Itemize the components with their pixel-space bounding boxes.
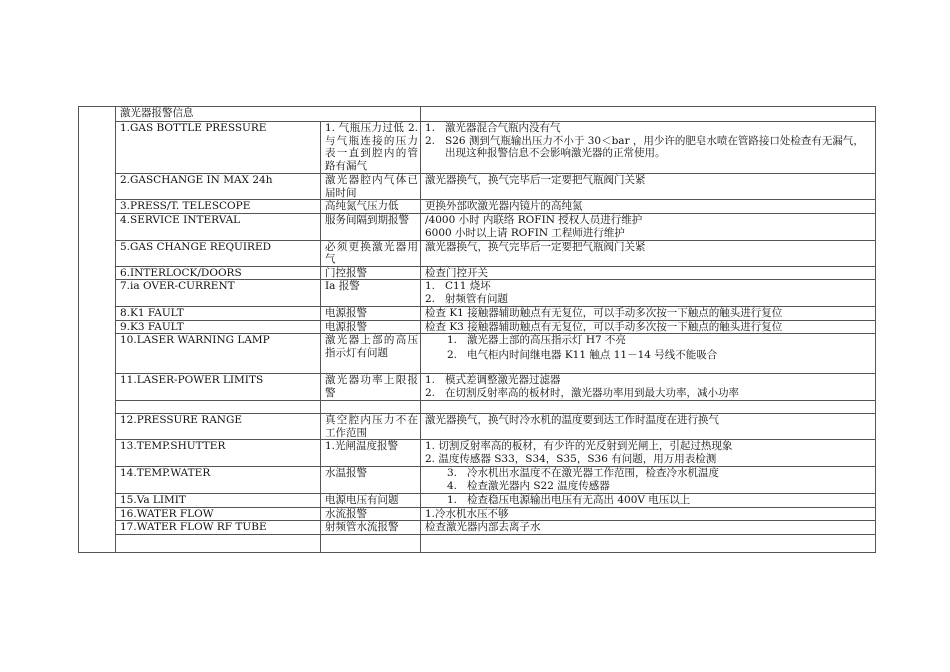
alarm-code: 8.K1 FAULT: [116, 307, 321, 321]
table-row: [79, 174, 876, 200]
list-item: 4. 检查激光器内 S22 温度传感器: [447, 479, 610, 492]
alarm-action: [421, 280, 876, 307]
alarm-action: [421, 467, 876, 494]
table-row: [79, 240, 876, 266]
alarm-action: 1.冷水机水压不够: [421, 507, 876, 521]
table-row: [79, 122, 876, 174]
alarm-code: 7.ia OVER-CURRENT: [116, 280, 321, 307]
alarm-code: 12.PRESSURE RANGE: [116, 414, 321, 440]
alarm-meaning: 射频管水流报警: [321, 521, 421, 535]
alarm-code: 2.GASCHANGE IN MAX 24h: [116, 174, 321, 200]
list-item: 1. C11 烧坏: [425, 280, 491, 292]
alarm-meaning: 水温报警: [321, 467, 421, 494]
alarm-meaning: 激光器腔内气体已届时间: [321, 174, 421, 200]
alarm-action: 检查 K1 接触器辅助触点有无复位，可以手动多次按一下触点的触头进行复位: [421, 307, 876, 321]
alarm-action: 更换外部吹激光器内镜片的高纯氮: [421, 200, 876, 214]
alarm-code: 1.GAS BOTTLE PRESSURE: [116, 122, 321, 174]
alarm-action: [421, 440, 876, 467]
table-row: [79, 266, 876, 280]
list-item: 6000 小时以上请 ROFIN 工程师进行维护: [425, 227, 625, 239]
alarm-code: 9.K3 FAULT: [116, 320, 321, 334]
alarm-action: [421, 334, 876, 374]
list-item: 1. 检查稳压电源输出电压有无高出 400V 电压以上: [447, 494, 691, 506]
alarm-code: 14.TEMP.WATER: [116, 467, 321, 494]
table-row: [79, 467, 876, 494]
alarm-meaning: 电源报警: [321, 320, 421, 334]
alarm-meaning: 电源电压有问题: [321, 494, 421, 508]
alarm-code: 15.Va LIMIT: [116, 494, 321, 508]
table-row: [79, 307, 876, 321]
alarm-meaning: 激光器功率上限报警: [321, 374, 421, 401]
list-item: 2. 温度传感器 S33，S34，S35，S36 有问题，用万用表检测: [425, 452, 717, 465]
alarm-meaning: 真空腔内压力不在工作范围: [321, 414, 421, 440]
alarm-code: 6.INTERLOCK/DOORS: [116, 266, 321, 280]
list-item: 1. 激光器上部的高压指示灯 H7 不亮: [447, 334, 627, 346]
spacer-row: [79, 534, 876, 552]
table-row: [79, 521, 876, 535]
alarm-action: 检查门控开关: [421, 266, 876, 280]
table-row: [79, 334, 876, 374]
list-item: 2. S26 测到气瓶输出压力不小于 30＜bar ，用少许的肥皂水喷在管路接口处检查有无漏气，出现这种报警信息不会影响激光器的正常使用。: [425, 134, 864, 159]
alarm-code: 4.SERVICE INTERVAL: [116, 213, 321, 240]
alarm-table: [78, 106, 876, 553]
alarm-code: 13.TEMP.SHUTTER: [116, 440, 321, 467]
list-item: 3. 冷水机出水温度不在激光器工作范围，检查冷水机温度: [447, 467, 719, 479]
alarm-meaning: 电源报警: [321, 307, 421, 321]
alarm-code: 10.LASER WARNING LAMP: [116, 334, 321, 374]
alarm-action: [421, 213, 876, 240]
spacer-row: [79, 401, 876, 414]
table-row: [79, 494, 876, 508]
list-item: /4000 小时 内联络 ROFIN 授权人员进行维护: [425, 213, 643, 226]
table-row: [79, 507, 876, 521]
alarm-meaning: Ia 报警: [321, 280, 421, 307]
alarm-action: [421, 122, 876, 174]
list-item: 2. 电气柜内时间继电器 K11 触点 11－14 号线不能吸合: [447, 348, 718, 361]
list-item: 1. 模式差调整激光器过滤器: [425, 374, 561, 386]
alarm-action: 检查激光器内部去离子水: [421, 521, 876, 535]
table-row: [79, 440, 876, 467]
table-title: 激光器报警信息: [116, 107, 421, 122]
table-row: [79, 320, 876, 334]
alarm-action: 激光器换气，换气完毕后一定要把气瓶阀门关紧: [421, 240, 876, 266]
header-row: [79, 107, 876, 122]
list-item: 1. 切割反射率高的板材，有少许的光反射到光闸上，引起过热现象: [425, 440, 733, 452]
alarm-action: 激光器换气，换气完毕后一定要把气瓶阀门关紧: [421, 174, 876, 200]
list-item: 2. 在切割反射率高的板材时，激光器功率用到最大功率，减小功率: [425, 386, 739, 399]
table-row: [79, 200, 876, 214]
alarm-meaning: 水流报警: [321, 507, 421, 521]
alarm-action: [421, 494, 876, 508]
alarm-action: 检查 K3 接触器辅助触点有无复位，可以手动多次按一下触点的触头进行复位: [421, 320, 876, 334]
alarm-code: 17.WATER FLOW RF TUBE: [116, 521, 321, 535]
table-row: [79, 374, 876, 401]
alarm-meaning: 激光器上部的高压指示灯有问题: [321, 334, 421, 374]
table-row: [79, 213, 876, 240]
table-row: [79, 280, 876, 307]
alarm-meaning: 服务间隔到期报警: [321, 213, 421, 240]
alarm-meaning: 1. 气瓶压力过低 2. 与气瓶连接的压力表一直到腔内的管路有漏气: [321, 122, 421, 174]
alarm-code: 5.GAS CHANGE REQUIRED: [116, 240, 321, 266]
alarm-code: 3.PRESS/T. TELESCOPE: [116, 200, 321, 214]
alarm-meaning: 1.光闸温度报警: [321, 440, 421, 467]
alarm-code: 16.WATER FLOW: [116, 507, 321, 521]
alarm-meaning: 必须更换激光器用气: [321, 240, 421, 266]
alarm-code: 11.LASER-POWER LIMITS: [116, 374, 321, 401]
alarm-meaning: 高纯氮气压力低: [321, 200, 421, 214]
alarm-meaning: 门控报警: [321, 266, 421, 280]
alarm-action: 激光器换气，换气时冷水机的温度要到达工作时温度在进行换气: [421, 414, 876, 440]
alarm-action: [421, 374, 876, 401]
table-row: [79, 414, 876, 440]
list-item: 2. 射频管有问题: [425, 292, 508, 305]
list-item: 1. 激光器混合气瓶内没有气: [425, 122, 561, 134]
